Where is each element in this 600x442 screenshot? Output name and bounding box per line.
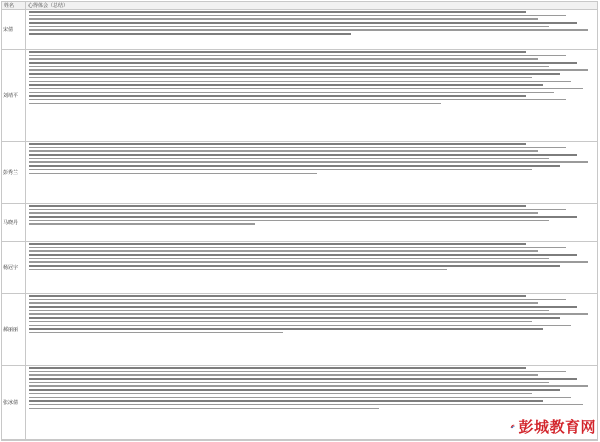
row-name: 宋倩 (2, 10, 26, 50)
row-text (26, 294, 597, 366)
text-line-placeholder (29, 154, 577, 156)
text-line-placeholder (29, 317, 560, 319)
text-line-placeholder (29, 306, 577, 308)
text-line-placeholder (29, 385, 588, 387)
text-line-placeholder (29, 22, 577, 24)
row-text (26, 204, 597, 242)
row-name: 彭秀兰 (2, 142, 26, 204)
text-line-placeholder (29, 310, 549, 312)
text-line-placeholder (29, 258, 549, 260)
text-line-placeholder (29, 332, 283, 334)
text-line-placeholder (29, 92, 554, 94)
text-line-placeholder (29, 84, 543, 86)
text-line-placeholder (29, 147, 566, 149)
text-line-placeholder (29, 73, 560, 75)
text-line-placeholder (29, 261, 588, 263)
text-line-placeholder (29, 321, 532, 323)
row-name: 张冰倩 (2, 366, 26, 440)
text-line-placeholder (29, 269, 447, 271)
text-line-placeholder (29, 69, 588, 71)
text-line-placeholder (29, 33, 351, 35)
text-line-placeholder (29, 325, 571, 327)
text-line-placeholder (29, 51, 526, 53)
row-name: 郝丽丽 (2, 294, 26, 366)
text-line-placeholder (29, 397, 571, 399)
text-line-placeholder (29, 158, 549, 160)
text-line-placeholder (29, 81, 571, 83)
text-line-placeholder (29, 374, 538, 376)
text-line-placeholder (29, 389, 560, 391)
text-line-placeholder (29, 404, 583, 406)
document-table (1, 1, 598, 441)
watermark (510, 413, 596, 439)
text-line-placeholder (29, 223, 255, 225)
text-line-placeholder (29, 169, 532, 171)
text-line-placeholder (29, 26, 549, 28)
text-line-placeholder (29, 371, 566, 373)
text-line-placeholder (29, 58, 538, 60)
row-name: 杨冠宇 (2, 242, 26, 294)
watermark-text: 彭城教育网 (518, 417, 596, 436)
text-line-placeholder (29, 143, 526, 145)
text-line-placeholder (29, 367, 526, 369)
text-line-placeholder (29, 400, 543, 402)
text-line-placeholder (29, 328, 543, 330)
header-name: 姓名 (2, 2, 26, 10)
text-line-placeholder (29, 265, 560, 267)
text-line-placeholder (29, 77, 532, 79)
text-line-placeholder (29, 216, 577, 218)
text-line-placeholder (29, 243, 526, 245)
text-line-placeholder (29, 209, 566, 211)
row-name: 刘靖平 (2, 50, 26, 142)
text-line-placeholder (29, 88, 583, 90)
text-line-placeholder (29, 18, 538, 20)
text-line-placeholder (29, 302, 538, 304)
text-line-placeholder (29, 15, 566, 17)
text-line-placeholder (29, 62, 577, 64)
text-line-placeholder (29, 99, 566, 101)
row-name: 马晓丹 (2, 204, 26, 242)
text-line-placeholder (29, 299, 566, 301)
text-line-placeholder (29, 150, 538, 152)
text-line-placeholder (29, 250, 538, 252)
text-line-placeholder (29, 161, 588, 163)
text-line-placeholder (29, 29, 588, 31)
text-line-placeholder (29, 103, 441, 105)
text-line-placeholder (29, 11, 526, 13)
watermark-logo-icon (510, 414, 515, 438)
text-line-placeholder (29, 165, 560, 167)
text-line-placeholder (29, 212, 538, 214)
text-line-placeholder (29, 408, 379, 410)
text-line-placeholder (29, 205, 526, 207)
text-line-placeholder (29, 254, 577, 256)
text-line-placeholder (29, 378, 577, 380)
text-line-placeholder (29, 55, 566, 57)
text-line-placeholder (29, 173, 317, 175)
text-line-placeholder (29, 382, 549, 384)
row-text (26, 50, 597, 142)
row-text (26, 142, 597, 204)
text-line-placeholder (29, 95, 526, 97)
text-line-placeholder (29, 295, 526, 297)
text-line-placeholder (29, 393, 532, 395)
text-line-placeholder (29, 313, 588, 315)
text-line-placeholder (29, 66, 549, 68)
header-text: 心得体会（总结） (26, 2, 597, 10)
text-line-placeholder (29, 247, 566, 249)
text-line-placeholder (29, 220, 549, 222)
row-text (26, 242, 597, 294)
row-text (26, 10, 597, 50)
